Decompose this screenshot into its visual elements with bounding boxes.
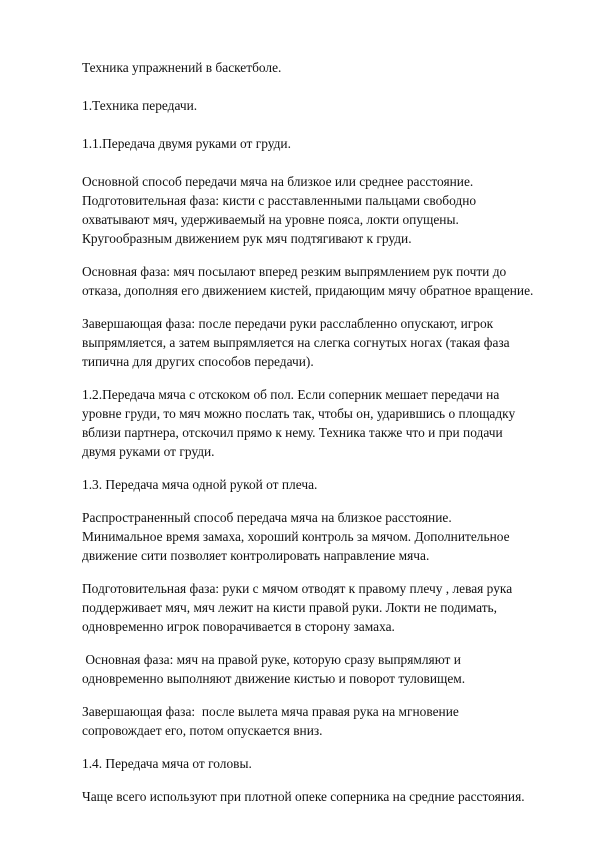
- section-heading-1-3: 1.3. Передача мяча одной рукой от плеча.: [82, 477, 318, 492]
- paragraph-main-method: Основной способ передачи мяча на близкое или среднее расстояние. Подготовительная фаза: кисти с расставленными пальцами свободно охватывают мяч, удерживаемый на уровне пояса, локти опущены. Кругообразным движением рук мяч подтягивают к груди.: [82, 174, 477, 246]
- paragraph-final-phase: Завершающая фаза: после передачи руки расслабленно опускают, игрок выпрямляется, а затем выпрямляется на слегка согнутых ногах (такая фаза типична для других способов передачи).: [82, 316, 510, 369]
- document-body: [82, 58, 552, 806]
- paragraph-head-pass: Чаще всего используют при плотной опеке соперника на средние расстояния.: [82, 789, 525, 804]
- paragraph-one-hand-prep: Подготовительная фаза: руки с мячом отводят к правому плечу , левая рука поддерживает мяч, мяч лежит на кисти правой руки. Локти не подимать, одновременно игрок поворачивается в сторону замаха.: [82, 581, 513, 634]
- paragraph-main-phase: Основная фаза: мяч посылают вперед резким выпрямлением рук почти до отказа, дополняя его движением кистей, придающим мячу обратное вращение.: [82, 264, 534, 298]
- section-heading-1-4: 1.4. Передача мяча от головы.: [82, 756, 252, 771]
- section-heading-1: 1.Техника передачи.: [82, 98, 198, 113]
- paragraph-bounce-pass: 1.2.Передача мяча с отскоком об пол. Если соперник мешает передачи на уровне груди, то мяч можно послать так, чтобы он, ударившись о площадку вблизи партнера, отскочил прямо к нему. Техника также что и при подачи двумя руками от груди.: [82, 387, 516, 459]
- paragraph-one-hand-method: Распространенный способ передача мяча на близкое расстояние. Минимальное время замаха, хороший контроль за мячом. Дополнительное движение сити позволяет контролировать направление мяча.: [82, 510, 510, 563]
- section-heading-1-1: 1.1.Передача двумя руками от груди.: [82, 136, 291, 151]
- document-title: Техника упражнений в баскетболе.: [82, 60, 282, 75]
- paragraph-one-hand-main: Основная фаза: мяч на правой руке, которую сразу выпрямляют и одновременно выполняют движение кистью и поворот туловищем.: [82, 652, 466, 686]
- paragraph-one-hand-final: Завершающая фаза: после вылета мяча правая рука на мгновение сопровождает его, потом опускается вниз.: [82, 704, 459, 738]
